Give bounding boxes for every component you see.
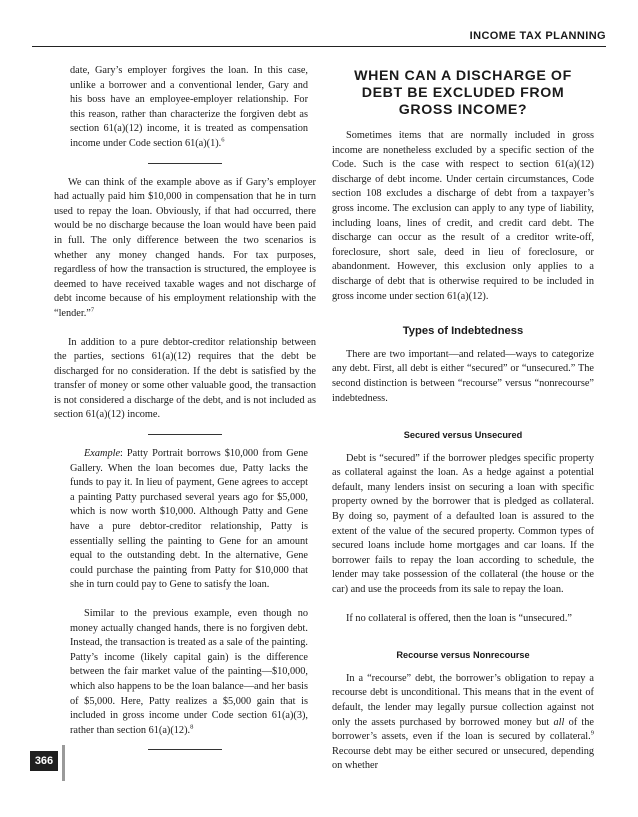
section-title: WHEN CAN A DISCHARGE OF DEBT BE EXCLUDED FROM GROSS INCOME? bbox=[354, 68, 572, 118]
paragraph-text: : Patty Portrait borrows $10,000 from Gene Gallery. When the loan becomes due, Patty lacks the funds to pay it. In lieu of payment, Gene agrees to accept a painting Patty purchased several years ago for $5,000, which is now worth $10,000. Although Patty and Gene have a pure debtor-creditor relationship, Patty is essentially selling the painting to Gene for an amount equal to the outstanding debt. In the alternative, Gene could purchase the painting from Patty for $10,000 that she in turn could pay to Gene to satisfy the loan. bbox=[70, 448, 308, 591]
left-column bbox=[54, 64, 316, 762]
paragraph-text: Similar to the previous example, even though no money actually changed hands, there is no forgiven debt. Instead, the transaction is treated as a sale of the painting. Patty’s income (likely capital gain) is the difference between the fair market value of the painting—$10,000, which also happens to be the loan balance—and her basis of $5,000. Here, Patty realizes a $5,000 gain that is included in gross income under Code section 61(a)(3), rather than section 61(a)(12). bbox=[70, 608, 308, 736]
subsubsection-title: Secured versus Unsecured bbox=[403, 430, 523, 441]
paragraph-text: date, Gary’s employer forgives the loan. In this case, unlike a borrower and a conventional lender, Gary and his boss have an employee-employer relationship. For this reason, rather than characterize the forgiven debt as section 61(a)(12) income, it is treated as compensation income under Code section 61(a)(1). bbox=[70, 65, 308, 149]
paragraph bbox=[54, 176, 316, 322]
footnote-ref: 9 bbox=[590, 729, 594, 737]
subsection-title: Types of Indebtedness bbox=[402, 325, 524, 338]
paragraph: If no collateral is offered, then the loan is “unsecured.” bbox=[346, 612, 572, 624]
separator-rule bbox=[148, 749, 222, 750]
paragraph: There are two important—and related—ways to categorize any debt. First, all debt is either “secured” or “unsecured.” The second distinction is between “recourse” versus “nonrecourse” indebtedness. bbox=[332, 348, 594, 404]
separator-rule bbox=[148, 163, 222, 164]
example-block bbox=[54, 447, 316, 738]
running-header: INCOME TAX PLANNING bbox=[469, 30, 606, 42]
footnote-ref: 8 bbox=[190, 723, 194, 731]
header-rule bbox=[32, 46, 606, 47]
footnote-ref: 7 bbox=[90, 306, 95, 314]
paragraph-text: of the borrower’s assets, even if the loan is secured by collateral. bbox=[332, 716, 594, 743]
paragraph-text: We can think of the example above as if Gary’s employer had actually paid him $10,000 in compensation that he in turn used to repay the loan. Obviously, if that had occurred, there would be no discharge because the loan would have been paid in full. The only difference between the two scenarios is whether any money changed hands. For tax purposes, regardless of how the transaction is structured, the employee is deemed to have received taxable wages and not discharge of debt income because of his employment relationship with the “lender.” bbox=[54, 176, 316, 319]
page-number-rule bbox=[62, 745, 65, 781]
paragraph bbox=[70, 64, 308, 152]
separator-rule bbox=[148, 434, 222, 435]
paragraph: Sometimes items that are normally included in gross income are nonetheless excluded by a specific section of the Code. Such is the case with respect to section 61(a)(12) discharge of debt income. Under certain circumstances, Code section 108 excludes a discharge of debt from a taxpayer’s gross income. The exclusion can apply to any type of liability, including loans, lines of credit, and credit card debt. The discharge can occur as the result of a creditor write-off, foreclosure, short sale, deed in lieu of foreclosure, or abandonment. However, this exclusion only applies to a discharge of debt that is otherwise required to be included in gross income under section 61(a)(12). bbox=[332, 130, 594, 302]
paragraph: In addition to a pure debtor-creditor relationship between the parties, sections 61(a)(12) requires that the debt be discharged for no consideration. If the debt is satisfied by the transfer of money or some other valuable good, the transaction is not considered a discharge of the debt, and is not included as section 61(a)(12) income. bbox=[54, 336, 316, 421]
paragraph bbox=[332, 672, 594, 774]
emphasis: all bbox=[553, 716, 565, 728]
right-column bbox=[332, 64, 594, 774]
footnote-ref: 6 bbox=[221, 136, 225, 144]
subsubsection-title: Recourse versus Nonrecourse bbox=[396, 650, 530, 661]
paragraph bbox=[70, 607, 308, 738]
example-label: Example bbox=[84, 448, 121, 460]
paragraph: Debt is “secured” if the borrower pledges specific property as collateral against the loan. As a hedge against a potential default, many lenders insist on securing a loan with specific property owned by the borrower that is pledged as collateral. By doing so, payment of a defaulted loan is assured to the extent of the value of the secured property. Common types of secured loans include home mortgages and car loans. If the borrower fails to repay the loan according to schedule, the lender may take possession of the collateral (the house or the car) and use the proceeds from its sale to repay the loan. bbox=[332, 452, 594, 596]
paragraph-text: Recourse debt may be either secured or unsecured, depending on whether bbox=[332, 745, 594, 772]
continued-example-block bbox=[54, 64, 316, 152]
page-number: 366 bbox=[30, 751, 58, 771]
paragraph-text: In a “recourse” debt, the borrower’s obligation to repay a recourse debt is unconditional. This means that in the event of default, the lender may legally pursue collection against not only the assets purchased by borrowed money but bbox=[332, 672, 594, 728]
paragraph bbox=[70, 447, 308, 593]
